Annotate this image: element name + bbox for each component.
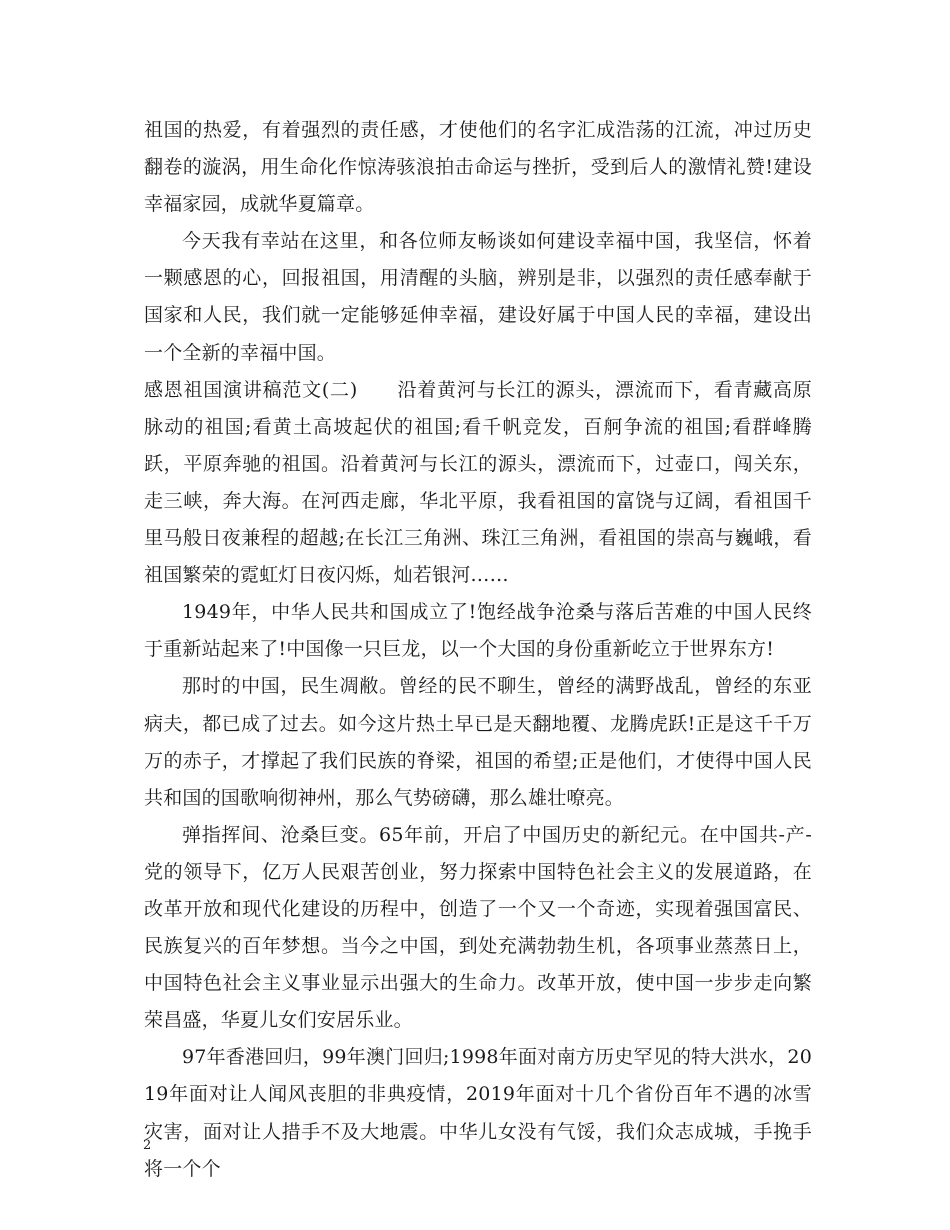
paragraph-1: 祖国的热爱，有着强烈的责任感，才使他们的名字汇成浩荡的江流，冲过历史翻卷的漩涡，用生命化作惊涛骇浪拍击命运与挫折，受到后人的激情礼赞!建设幸福家园，成就华夏篇章。 (144, 119, 812, 216)
paragraph-7: 97年香港回归，99年澳门回归;1998年面对南方历史罕见的特大洪水，2019年面对让人闻风丧胆的非典疫情，2019年面对十几个省份百年不遇的冰雪灾害，面对让人措手不及大地震。中华儿女没有气馁，我们众志成城，手挽手将一个个 (144, 1046, 812, 1180)
paragraph-3-section-heading: 感恩祖国演讲稿范文(二) 沿着黄河与长江的源头，漂流而下，看青藏高原脉动的祖国;看黄土高坡起伏的祖国;看千帆竞发，百舸争流的祖国;看群峰腾跃，平原奔驰的祖国。沿着黄河与长江的源头，漂流而下，过壶口，闯关东，走三峡，奔大海。在河西走廊，华北平原，我看祖国的富饶与辽阔，看祖国千里马般日夜兼程的超越;在长江三角洲、珠江三角洲，看祖国的崇高与巍峨，看祖国繁荣的霓虹灯日夜闪烁，灿若银河…… (144, 378, 812, 587)
paragraph-5: 那时的中国，民生凋敝。曾经的民不聊生，曾经的满野战乱，曾经的东亚病夫，都已成了过去。如今这片热土早已是天翻地覆、龙腾虎跃!正是这千千万万的赤子，才撑起了我们民族的脊梁，祖国的希望;正是他们，才使得中国人民共和国的国歌响彻神州，那么气势磅礴，那么雄壮嘹亮。 (144, 675, 812, 809)
paragraph-6: 弹指挥间、沧桑巨变。65年前，开启了中国历史的新纪元。在中国共-产-党的领导下，亿万人民艰苦创业，努力探索中国特色社会主义的发展道路，在改革开放和现代化建设的历程中，创造了一个又一个奇迹，实现着强国富民、民族复兴的百年梦想。当今之中国，到处充满勃勃生机，各项事业蒸蒸日上，中国特色社会主义事业显示出强大的生命力。改革开放，使中国一步步走向繁荣昌盛，华夏儿女们安居乐业。 (144, 823, 812, 1032)
paragraph-4: 1949年，中华人民共和国成立了!饱经战争沧桑与落后苦难的中国人民终于重新站起来了!中国像一只巨龙，以一个大国的身份重新屹立于世界东方! (144, 601, 812, 661)
paragraph-2: 今天我有幸站在这里，和各位师友畅谈如何建设幸福中国，我坚信，怀着一颗感恩的心，回报祖国，用清醒的头脑，辨别是非，以强烈的责任感奉献于国家和人民，我们就一定能够延伸幸福，建设好属于中国人民的幸福，建设出一个全新的幸福中国。 (144, 230, 812, 364)
page-number: 2 (143, 1138, 152, 1153)
document-body (144, 112, 812, 1188)
